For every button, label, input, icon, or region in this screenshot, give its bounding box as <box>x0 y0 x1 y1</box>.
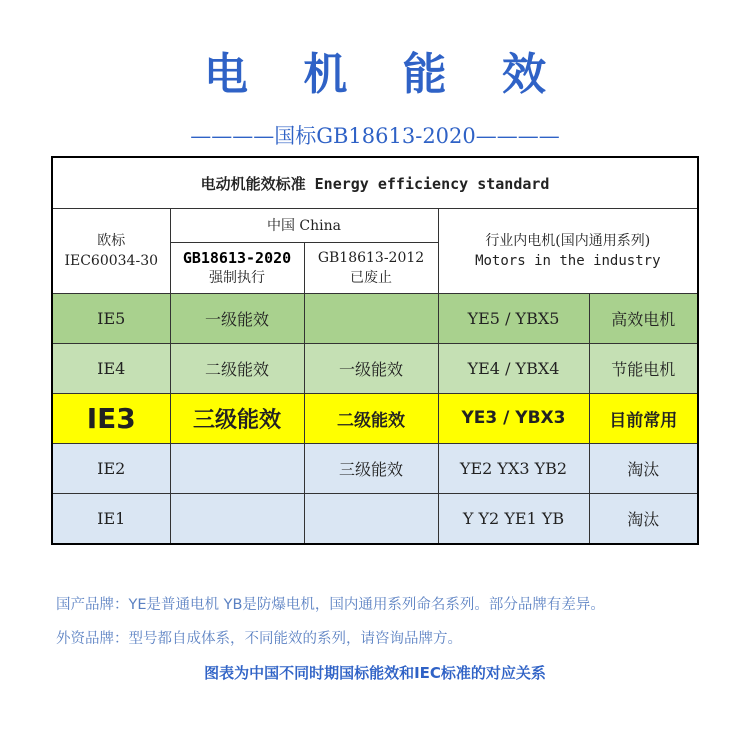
table-row-ie1 <box>52 494 698 544</box>
table-title: 电动机能效标准 Energy efficiency standard <box>52 157 698 209</box>
cell-gb2012: 二级能效 <box>304 393 438 443</box>
cell-remark: 目前常用 <box>589 393 698 443</box>
cell-gb2020 <box>170 494 304 544</box>
table-row-ie2 <box>52 444 698 494</box>
header-china: 中国 China <box>170 209 438 243</box>
cell-gb2020: 二级能效 <box>170 343 304 393</box>
cell-series: Y Y2 YE1 YB <box>438 494 589 544</box>
header-gb2012 <box>304 243 438 293</box>
header-gb2012-sub: 已废止 <box>350 269 392 286</box>
cell-gb2020: 一级能效 <box>170 293 304 343</box>
header-gb2012-label: GB18613-2012 <box>317 249 425 266</box>
cell-gb2012 <box>304 494 438 544</box>
header-gb2020-label: GB18613-2020 <box>182 248 292 267</box>
note-foreign: 外资品牌：型号都自成体系，不同能效的系列，请咨询品牌方。 <box>56 631 462 647</box>
cell-ie: IE5 <box>52 293 170 343</box>
page-subtitle: ————国标GB18613-2020———— <box>190 124 560 148</box>
cell-remark: 淘汰 <box>589 494 698 544</box>
header-gb2020 <box>170 243 304 293</box>
cell-ie: IE3 <box>52 393 170 443</box>
cell-series: YE3 / YBX3 <box>438 393 589 443</box>
cell-ie: IE2 <box>52 444 170 494</box>
table-row-ie4 <box>52 343 698 393</box>
efficiency-table <box>51 156 699 545</box>
cell-series: YE5 / YBX5 <box>438 293 589 343</box>
header-eu <box>52 209 170 293</box>
header-industry-label: 行业内电机(国内通用系列) <box>485 232 651 249</box>
header-gb2020-sub: 强制执行 <box>209 269 265 286</box>
cell-gb2012: 一级能效 <box>304 343 438 393</box>
note-domestic: 国产品牌：YE是普通电机 YB是防爆电机，国内通用系列命名系列。部分品牌有差异。 <box>56 597 605 613</box>
cell-ie: IE4 <box>52 343 170 393</box>
header-industry <box>438 209 698 293</box>
cell-gb2020: 三级能效 <box>170 393 304 443</box>
cell-series: YE4 / YBX4 <box>438 343 589 393</box>
cell-series: YE2 YX3 YB2 <box>438 444 589 494</box>
header-industry-sub: Motors in the industry <box>475 252 661 269</box>
cell-remark: 高效电机 <box>589 293 698 343</box>
cell-remark: 淘汰 <box>589 444 698 494</box>
cell-gb2012 <box>304 293 438 343</box>
cell-gb2012: 三级能效 <box>304 444 438 494</box>
table-row-ie5 <box>52 293 698 343</box>
table-title-row <box>52 157 698 209</box>
chart-caption: 图表为中国不同时期国标能效和IEC标准的对应关系 <box>204 664 546 682</box>
header-row-1 <box>52 209 698 243</box>
table-row-ie3 <box>52 393 698 443</box>
header-eu-sub: IEC60034-30 <box>64 252 159 269</box>
cell-remark: 节能电机 <box>589 343 698 393</box>
cell-gb2020 <box>170 444 304 494</box>
header-eu-label: 欧标 <box>97 232 126 249</box>
cell-ie: IE1 <box>52 494 170 544</box>
page-title: 电 机 能 效 <box>204 49 566 100</box>
